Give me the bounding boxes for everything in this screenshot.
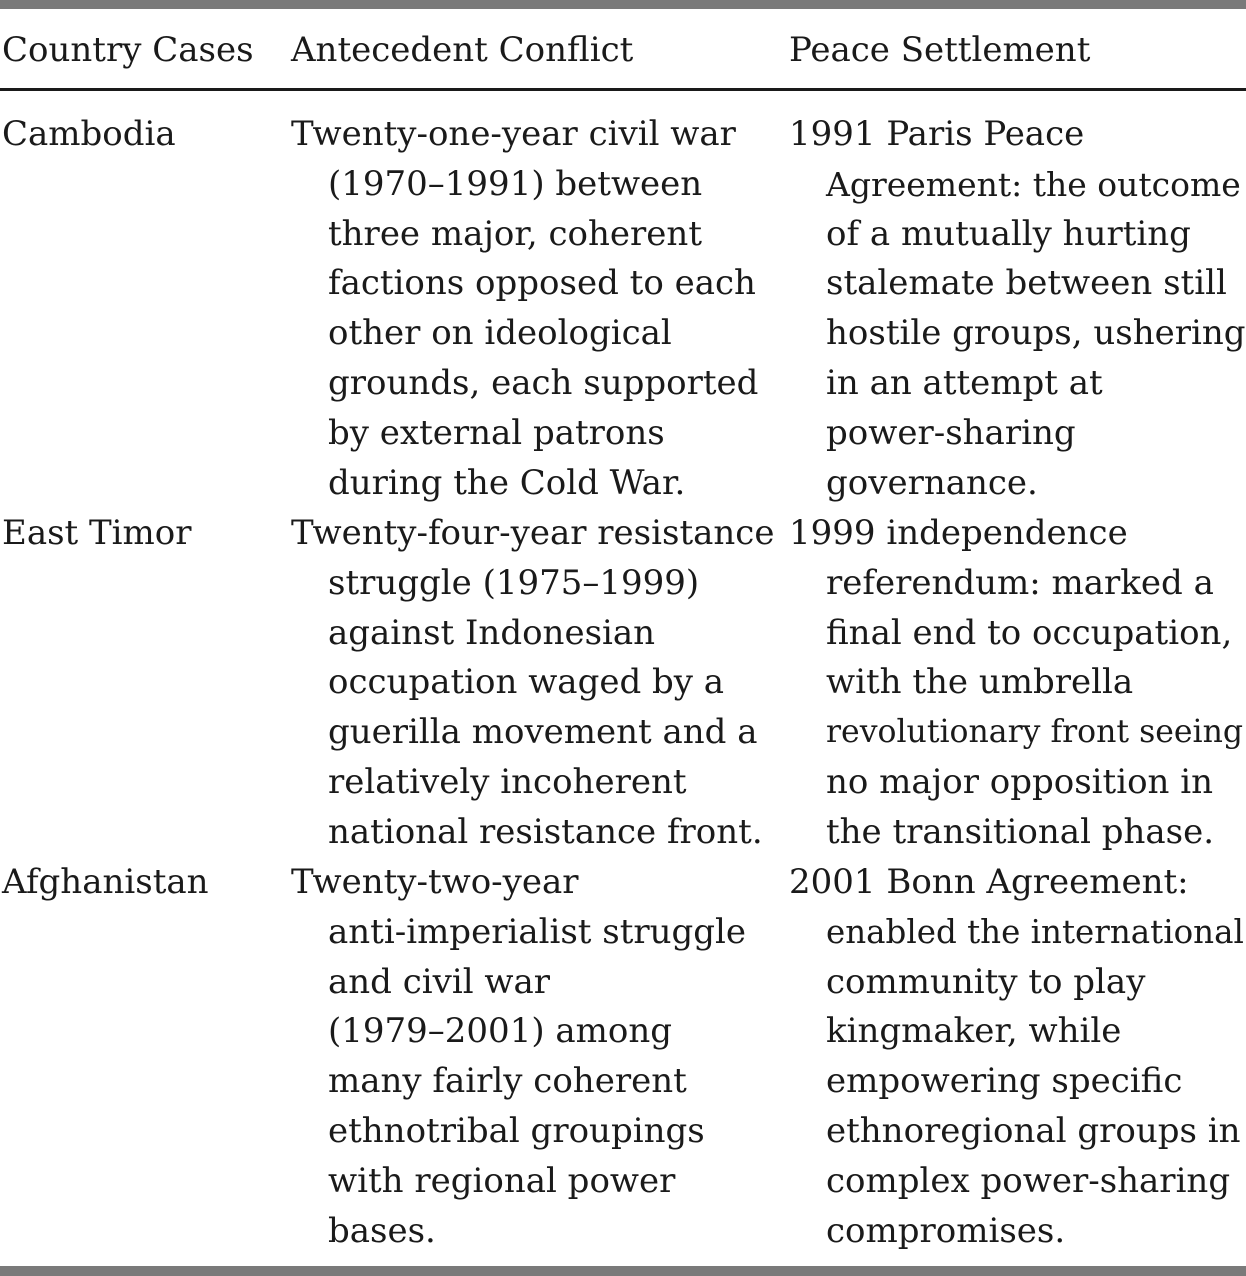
conflict-cell <box>291 858 747 1256</box>
conflict-line: bases. <box>328 1210 436 1251</box>
conflict-line: relatively incoherent <box>328 761 687 802</box>
conflict-line: Twenty-one-year civil war <box>291 114 736 154</box>
conflict-line: Twenty-four-year resistance <box>291 513 775 553</box>
settlement-line: community to play <box>826 961 1146 1002</box>
conflict-line: anti-imperialist struggle <box>328 911 747 952</box>
table-top-rule <box>0 0 1246 9</box>
settlement-line: referendum: marked a <box>826 562 1214 603</box>
settlement-line: ethnoregional groups in <box>826 1110 1241 1151</box>
country-cell: Afghanistan <box>2 862 209 902</box>
settlement-cell <box>789 858 1246 1256</box>
settlement-line: stalemate between still <box>826 263 1227 304</box>
settlement-line: empowering specific <box>826 1061 1183 1102</box>
conflict-line: other on ideological <box>328 313 672 354</box>
settlement-line: hostile groups, ushering <box>826 313 1246 354</box>
conflict-line: guerilla movement and a <box>328 712 758 753</box>
conflict-line: during the Cold War. <box>328 462 686 503</box>
settlement-line: of a mutually hurting <box>826 213 1191 254</box>
conflict-cell <box>291 110 759 508</box>
settlement-cell <box>789 110 1246 508</box>
table-bottom-rule <box>0 1266 1246 1276</box>
conflict-cell <box>291 509 775 858</box>
country-cell: East Timor <box>2 513 192 553</box>
settlement-line: revolutionary front seeing <box>826 714 1244 751</box>
settlement-line: kingmaker, while <box>826 1011 1122 1052</box>
settlement-line: power-sharing <box>826 412 1076 453</box>
conflict-line: three major, coherent <box>328 213 702 254</box>
settlement-line: 2001 Bonn Agreement: <box>789 862 1189 902</box>
conflict-line: occupation waged by a <box>328 662 725 703</box>
settlement-line: governance. <box>826 462 1038 503</box>
settlement-line: 1999 independence <box>789 513 1128 553</box>
country-cell: Cambodia <box>2 114 176 154</box>
settlement-line: with the umbrella <box>826 662 1134 703</box>
settlement-line: Agreement: the outcome <box>826 164 1241 204</box>
settlement-line: in an attempt at <box>826 362 1103 403</box>
conflict-line: national resistance front. <box>328 811 763 852</box>
header-antecedent-conflict: Antecedent Conflict <box>291 30 634 70</box>
conflict-line: by external patrons <box>328 412 665 453</box>
conflict-line: with regional power <box>328 1160 676 1201</box>
settlement-cell <box>789 509 1246 858</box>
conflict-line: struggle (1975–1999) <box>328 562 700 603</box>
settlement-line: final end to occupation, <box>826 612 1233 653</box>
conflict-line: (1970–1991) between <box>328 163 703 204</box>
settlement-line: no major opposition in <box>826 761 1214 802</box>
conflict-line: ethnotribal groupings <box>328 1110 705 1151</box>
settlement-line: 1991 Paris Peace <box>789 114 1085 154</box>
settlement-line: the transitional phase. <box>826 811 1215 852</box>
header-peace-settlement: Peace Settlement <box>789 30 1091 70</box>
settlement-line: compromises. <box>826 1210 1066 1251</box>
conflict-line: against Indonesian <box>328 612 656 653</box>
conflict-line: grounds, each supported <box>328 362 759 403</box>
header-rule <box>0 88 1246 91</box>
conflict-line: factions opposed to each <box>328 263 756 304</box>
conflict-line: many fairly coherent <box>328 1061 687 1102</box>
conflict-line: and civil war <box>328 961 551 1002</box>
conflict-line: Twenty-two-year <box>291 862 579 902</box>
conflict-line: (1979–2001) among <box>328 1011 673 1052</box>
settlement-line: enabled the international <box>826 912 1244 951</box>
settlement-line: complex power-sharing <box>826 1160 1231 1201</box>
header-country-cases: Country Cases <box>2 30 254 70</box>
